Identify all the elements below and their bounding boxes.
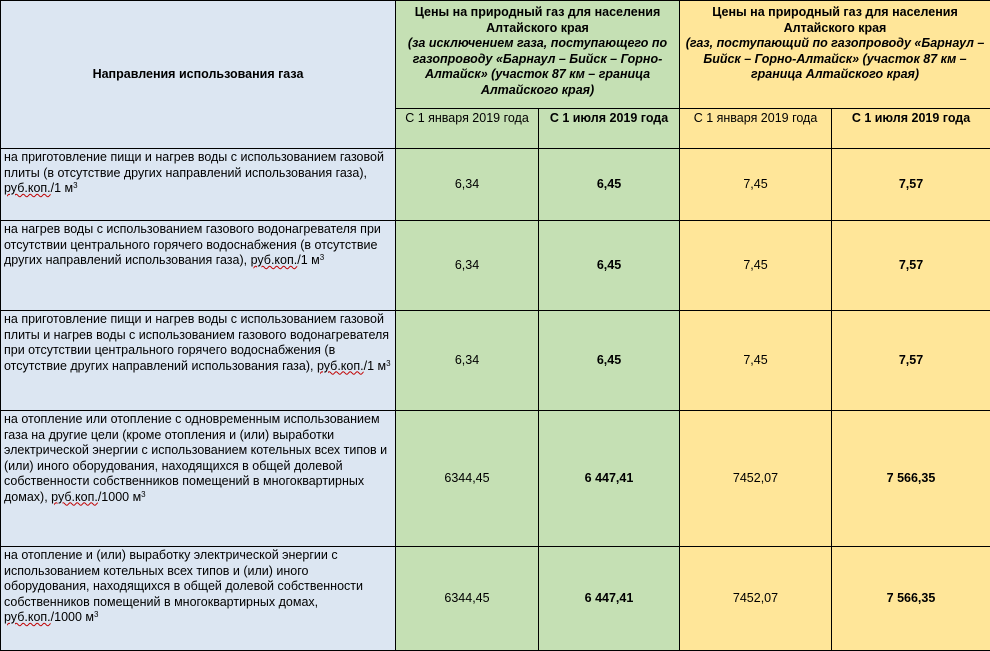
unit-per: /1 м <box>51 181 74 195</box>
row-label-text: на отопление и (или) выработку электрической энергии с использованием котельных всех типов и (или) иного оборудования, находящихся в общей долевой собственности собственников помещений в многоквартирных домах, <box>4 548 363 609</box>
value-g1-jan: 6,34 <box>396 311 539 411</box>
value-g2-jul: 7,57 <box>832 311 990 411</box>
unit-rub: руб.коп. <box>317 359 364 373</box>
row-label <box>1 149 396 221</box>
value-g2-jan: 7,45 <box>680 149 832 221</box>
value-g1-jan: 6344,45 <box>396 411 539 547</box>
value-g1-jul: 6,45 <box>539 311 680 411</box>
date-g2-jul: С 1 июля 2019 года <box>832 109 990 149</box>
value-g1-jan: 6,34 <box>396 149 539 221</box>
row-label <box>1 547 396 651</box>
unit-per: /1 м <box>297 253 320 267</box>
date-g1-jul: С 1 июля 2019 года <box>539 109 680 149</box>
row-label <box>1 411 396 547</box>
value-g1-jul: 6 447,41 <box>539 547 680 651</box>
row-label-text: на нагрев воды с использованием газового водонагревателя при отсутствии центрального горячего водоснабжения (в отсутствие других направлений использования газа), <box>4 222 381 267</box>
direction-header: Направления использования газа <box>1 1 396 149</box>
row-label-text: на приготовление пищи и нагрев воды с использованием газовой плиты и нагрев воды с использованием газового водонагревателя при отсутствии центрального горячего водоснабжения (в отсутствие других направлений использования газа), <box>4 312 389 373</box>
value-g2-jan: 7452,07 <box>680 411 832 547</box>
group2-header <box>680 1 990 109</box>
row-label <box>1 221 396 311</box>
unit-per: /1 м <box>364 359 387 373</box>
table-row <box>1 221 990 311</box>
header-row <box>1 1 990 109</box>
group1-header <box>396 1 680 109</box>
value-g1-jul: 6,45 <box>539 221 680 311</box>
value-g1-jul: 6,45 <box>539 149 680 221</box>
value-g1-jul: 6 447,41 <box>539 411 680 547</box>
table-row <box>1 547 990 651</box>
value-g2-jul: 7 566,35 <box>832 547 990 651</box>
unit-rub: руб.коп. <box>51 490 98 504</box>
row-label-text: на отопление или отопление с одновременным использованием газа на другие цели (кроме отопления и (или) выработки электрической энергии с использованием котельных всех типов и (или) иного оборудования, находящихся в общей долевой собственности собственников помещений в многоквартирных домах), <box>4 412 387 504</box>
unit-rub: руб.коп. <box>4 610 51 624</box>
group2-note: (газ, поступающий по газопроводу «Барнаул – Бийск – Горно-Алтайск» (участок 87 км – граница Алтайского края) <box>683 36 987 83</box>
unit-per: /1000 м <box>51 610 94 624</box>
value-g2-jul: 7,57 <box>832 221 990 311</box>
date-g2-jan: С 1 января 2019 года <box>680 109 832 149</box>
table-body <box>1 149 990 651</box>
value-g2-jan: 7,45 <box>680 311 832 411</box>
unit-sup: 3 <box>94 610 98 619</box>
value-g2-jul: 7,57 <box>832 149 990 221</box>
value-g1-jan: 6,34 <box>396 221 539 311</box>
unit-sup: 3 <box>141 490 145 499</box>
unit-sup: 3 <box>320 253 324 262</box>
value-g2-jan: 7452,07 <box>680 547 832 651</box>
unit-per: /1000 м <box>98 490 141 504</box>
unit-sup: 3 <box>73 181 77 190</box>
unit-sup: 3 <box>386 359 390 368</box>
value-g2-jul: 7 566,35 <box>832 411 990 547</box>
group1-note: (за исключением газа, поступающего по газопроводу «Барнаул – Бийск – Горно-Алтайск» (участок 87 км – граница Алтайского края) <box>399 36 676 98</box>
table-row <box>1 411 990 547</box>
row-label <box>1 311 396 411</box>
table-row <box>1 311 990 411</box>
unit-rub: руб.коп. <box>251 253 298 267</box>
row-label-text: на приготовление пищи и нагрев воды с использованием газовой плиты (в отсутствие других направлений использования газа), <box>4 150 384 180</box>
group2-title: Цены на природный газ для населения Алтайского края <box>683 5 987 36</box>
value-g1-jan: 6344,45 <box>396 547 539 651</box>
date-g1-jan: С 1 января 2019 года <box>396 109 539 149</box>
unit-rub: руб.коп. <box>4 181 51 195</box>
value-g2-jan: 7,45 <box>680 221 832 311</box>
group1-title: Цены на природный газ для населения Алтайского края <box>399 5 676 36</box>
table-row <box>1 149 990 221</box>
